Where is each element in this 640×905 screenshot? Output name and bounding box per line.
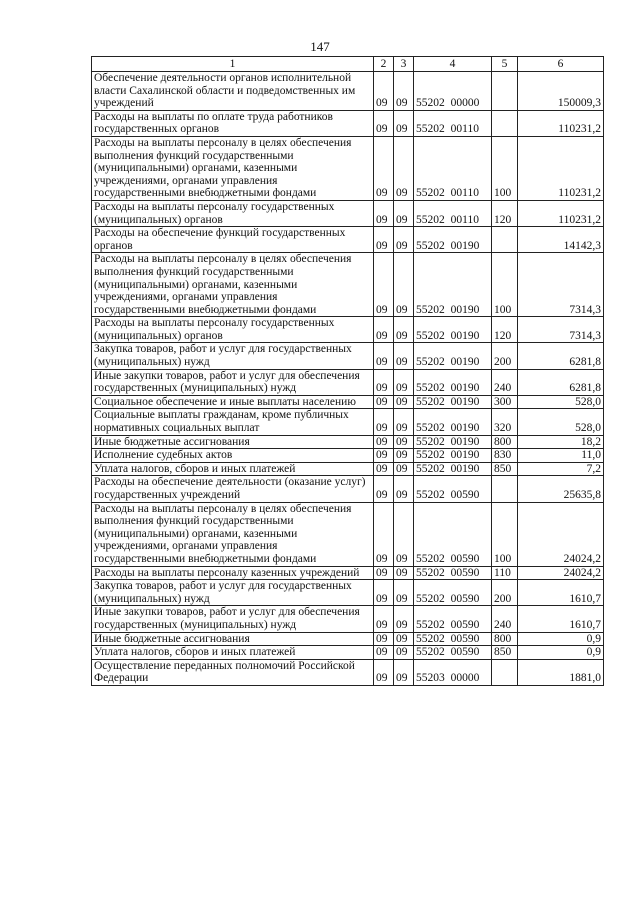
row-expense-type-cell bbox=[492, 227, 518, 253]
row-expense-type-cell: 300 bbox=[492, 395, 518, 409]
row-amount-cell: 14142,3 bbox=[518, 227, 604, 253]
table-row bbox=[92, 369, 604, 395]
row-expense-type-cell: 200 bbox=[492, 343, 518, 369]
row-subsection-cell: 09 bbox=[394, 449, 414, 463]
row-amount-cell: 0,9 bbox=[518, 632, 604, 646]
table-row bbox=[92, 659, 604, 685]
row-expense-type-cell: 100 bbox=[492, 136, 518, 200]
row-expense-type-cell: 120 bbox=[492, 200, 518, 226]
table-row bbox=[92, 136, 604, 200]
table-row bbox=[92, 435, 604, 449]
row-expense-type-cell: 320 bbox=[492, 409, 518, 435]
row-subsection-cell: 09 bbox=[394, 253, 414, 317]
row-section-cell: 09 bbox=[374, 110, 394, 136]
row-expense-type-cell: 200 bbox=[492, 580, 518, 606]
row-name-cell: Закупка товаров, работ и услуг для государственных (муниципальных) нужд bbox=[92, 580, 374, 606]
row-target-article-cell: 55202 00190 bbox=[414, 253, 492, 317]
row-subsection-cell: 09 bbox=[394, 659, 414, 685]
row-section-cell: 09 bbox=[374, 449, 394, 463]
table-row bbox=[92, 502, 604, 566]
row-expense-type-cell: 240 bbox=[492, 606, 518, 632]
row-section-cell: 09 bbox=[374, 476, 394, 502]
row-name-cell: Социальное обеспечение и иные выплаты населению bbox=[92, 395, 374, 409]
row-subsection-cell: 09 bbox=[394, 646, 414, 660]
table-row bbox=[92, 606, 604, 632]
column-header-expense-type: 5 bbox=[492, 57, 518, 72]
row-subsection-cell: 09 bbox=[394, 502, 414, 566]
row-expense-type-cell: 830 bbox=[492, 449, 518, 463]
row-name-cell: Расходы на выплаты по оплате труда работников государственных органов bbox=[92, 110, 374, 136]
row-amount-cell: 0,9 bbox=[518, 646, 604, 660]
row-amount-cell: 7314,3 bbox=[518, 253, 604, 317]
row-amount-cell: 1881,0 bbox=[518, 659, 604, 685]
table-row bbox=[92, 343, 604, 369]
table-row bbox=[92, 110, 604, 136]
row-name-cell: Иные закупки товаров, работ и услуг для обеспечения государственных (муниципальных) нужд bbox=[92, 369, 374, 395]
row-amount-cell: 6281,8 bbox=[518, 369, 604, 395]
row-name-cell: Исполнение судебных актов bbox=[92, 449, 374, 463]
row-name-cell: Иные бюджетные ассигнования bbox=[92, 632, 374, 646]
row-amount-cell: 7,2 bbox=[518, 462, 604, 476]
row-subsection-cell: 09 bbox=[394, 462, 414, 476]
column-header-target-article: 4 bbox=[414, 57, 492, 72]
row-target-article-cell: 55202 00590 bbox=[414, 566, 492, 580]
row-expense-type-cell: 100 bbox=[492, 253, 518, 317]
row-target-article-cell: 55202 00590 bbox=[414, 646, 492, 660]
row-expense-type-cell: 800 bbox=[492, 435, 518, 449]
row-amount-cell: 25635,8 bbox=[518, 476, 604, 502]
row-subsection-cell: 09 bbox=[394, 632, 414, 646]
row-section-cell: 09 bbox=[374, 317, 394, 343]
row-target-article-cell: 55202 00190 bbox=[414, 462, 492, 476]
row-amount-cell: 7314,3 bbox=[518, 317, 604, 343]
row-subsection-cell: 09 bbox=[394, 343, 414, 369]
row-name-cell: Иные бюджетные ассигнования bbox=[92, 435, 374, 449]
row-section-cell: 09 bbox=[374, 200, 394, 226]
row-target-article-cell: 55202 00190 bbox=[414, 395, 492, 409]
row-expense-type-cell: 240 bbox=[492, 369, 518, 395]
row-section-cell: 09 bbox=[374, 409, 394, 435]
table-row bbox=[92, 462, 604, 476]
row-expense-type-cell bbox=[492, 72, 518, 111]
column-header-amount: 6 bbox=[518, 57, 604, 72]
row-subsection-cell: 09 bbox=[394, 200, 414, 226]
row-name-cell: Расходы на выплаты персоналу в целях обеспечения выполнения функций государственными (муниципальными) органами, казенными учреждениями, органами управления государственными внебюджетными фондами bbox=[92, 253, 374, 317]
row-section-cell: 09 bbox=[374, 369, 394, 395]
row-target-article-cell: 55202 00190 bbox=[414, 369, 492, 395]
row-target-article-cell: 55203 00000 bbox=[414, 659, 492, 685]
row-amount-cell: 110231,2 bbox=[518, 136, 604, 200]
row-target-article-cell: 55202 00590 bbox=[414, 580, 492, 606]
row-target-article-cell: 55202 00110 bbox=[414, 200, 492, 226]
row-name-cell: Социальные выплаты гражданам, кроме публичных нормативных социальных выплат bbox=[92, 409, 374, 435]
row-expense-type-cell: 120 bbox=[492, 317, 518, 343]
table-row bbox=[92, 409, 604, 435]
row-target-article-cell: 55202 00110 bbox=[414, 136, 492, 200]
row-expense-type-cell: 800 bbox=[492, 632, 518, 646]
row-target-article-cell: 55202 00590 bbox=[414, 606, 492, 632]
row-target-article-cell: 55202 00190 bbox=[414, 435, 492, 449]
row-expense-type-cell: 850 bbox=[492, 646, 518, 660]
row-expense-type-cell bbox=[492, 476, 518, 502]
row-section-cell: 09 bbox=[374, 580, 394, 606]
row-section-cell: 09 bbox=[374, 253, 394, 317]
row-target-article-cell: 55202 00190 bbox=[414, 227, 492, 253]
row-subsection-cell: 09 bbox=[394, 395, 414, 409]
row-target-article-cell: 55202 00000 bbox=[414, 72, 492, 111]
row-target-article-cell: 55202 00190 bbox=[414, 317, 492, 343]
row-target-article-cell: 55202 00110 bbox=[414, 110, 492, 136]
row-section-cell: 09 bbox=[374, 72, 394, 111]
row-name-cell: Расходы на выплаты персоналу в целях обеспечения выполнения функций государственными (муниципальными) органами, казенными учреждениями, органами управления государственными внебюджетными фондами bbox=[92, 136, 374, 200]
row-amount-cell: 6281,8 bbox=[518, 343, 604, 369]
row-expense-type-cell bbox=[492, 110, 518, 136]
row-section-cell: 09 bbox=[374, 632, 394, 646]
row-name-cell: Иные закупки товаров, работ и услуг для обеспечения государственных (муниципальных) нужд bbox=[92, 606, 374, 632]
row-expense-type-cell: 110 bbox=[492, 566, 518, 580]
row-subsection-cell: 09 bbox=[394, 435, 414, 449]
row-subsection-cell: 09 bbox=[394, 72, 414, 111]
row-expense-type-cell: 850 bbox=[492, 462, 518, 476]
row-section-cell: 09 bbox=[374, 227, 394, 253]
table-body bbox=[92, 72, 604, 686]
row-amount-cell: 1610,7 bbox=[518, 580, 604, 606]
row-subsection-cell: 09 bbox=[394, 136, 414, 200]
table-row bbox=[92, 395, 604, 409]
budget-table bbox=[91, 56, 604, 686]
row-section-cell: 09 bbox=[374, 435, 394, 449]
row-section-cell: 09 bbox=[374, 659, 394, 685]
row-subsection-cell: 09 bbox=[394, 110, 414, 136]
row-amount-cell: 24024,2 bbox=[518, 502, 604, 566]
row-name-cell: Расходы на обеспечение деятельности (оказание услуг) государственных учреждений bbox=[92, 476, 374, 502]
row-expense-type-cell: 100 bbox=[492, 502, 518, 566]
row-target-article-cell: 55202 00190 bbox=[414, 343, 492, 369]
row-name-cell: Уплата налогов, сборов и иных платежей bbox=[92, 462, 374, 476]
row-name-cell: Расходы на выплаты персоналу в целях обеспечения выполнения функций государственными (муниципальными) органами, казенными учреждениями, органами управления государственными внебюджетными фондами bbox=[92, 502, 374, 566]
table-row bbox=[92, 580, 604, 606]
table-row bbox=[92, 646, 604, 660]
row-section-cell: 09 bbox=[374, 502, 394, 566]
row-target-article-cell: 55202 00190 bbox=[414, 409, 492, 435]
row-section-cell: 09 bbox=[374, 136, 394, 200]
table-row bbox=[92, 253, 604, 317]
row-amount-cell: 110231,2 bbox=[518, 200, 604, 226]
row-name-cell: Осуществление переданных полномочий Российской Федерации bbox=[92, 659, 374, 685]
table-row bbox=[92, 449, 604, 463]
row-target-article-cell: 55202 00590 bbox=[414, 502, 492, 566]
table-row bbox=[92, 317, 604, 343]
column-header-subsection: 3 bbox=[394, 57, 414, 72]
row-amount-cell: 528,0 bbox=[518, 395, 604, 409]
row-amount-cell: 110231,2 bbox=[518, 110, 604, 136]
row-target-article-cell: 55202 00590 bbox=[414, 476, 492, 502]
row-amount-cell: 24024,2 bbox=[518, 566, 604, 580]
row-subsection-cell: 09 bbox=[394, 369, 414, 395]
page-number: 147 bbox=[310, 39, 330, 54]
row-expense-type-cell bbox=[492, 659, 518, 685]
row-target-article-cell: 55202 00590 bbox=[414, 632, 492, 646]
row-subsection-cell: 09 bbox=[394, 409, 414, 435]
column-header-section: 2 bbox=[374, 57, 394, 72]
row-amount-cell: 1610,7 bbox=[518, 606, 604, 632]
row-name-cell: Закупка товаров, работ и услуг для государственных (муниципальных) нужд bbox=[92, 343, 374, 369]
row-subsection-cell: 09 bbox=[394, 317, 414, 343]
row-section-cell: 09 bbox=[374, 343, 394, 369]
row-subsection-cell: 09 bbox=[394, 566, 414, 580]
table-row bbox=[92, 227, 604, 253]
row-section-cell: 09 bbox=[374, 395, 394, 409]
row-name-cell: Расходы на выплаты персоналу государственных (муниципальных) органов bbox=[92, 200, 374, 226]
table-row bbox=[92, 200, 604, 226]
row-amount-cell: 18,2 bbox=[518, 435, 604, 449]
row-section-cell: 09 bbox=[374, 646, 394, 660]
row-subsection-cell: 09 bbox=[394, 580, 414, 606]
table-header-row bbox=[92, 57, 604, 72]
row-name-cell: Расходы на выплаты персоналу государственных (муниципальных) органов bbox=[92, 317, 374, 343]
table-row bbox=[92, 72, 604, 111]
row-section-cell: 09 bbox=[374, 462, 394, 476]
row-name-cell: Обеспечение деятельности органов исполнительной власти Сахалинской области и подведомственных им учреждений bbox=[92, 72, 374, 111]
row-subsection-cell: 09 bbox=[394, 606, 414, 632]
table-row bbox=[92, 632, 604, 646]
row-section-cell: 09 bbox=[374, 566, 394, 580]
table-row bbox=[92, 566, 604, 580]
table-row bbox=[92, 476, 604, 502]
column-header-name: 1 bbox=[92, 57, 374, 72]
row-subsection-cell: 09 bbox=[394, 227, 414, 253]
row-amount-cell: 150009,3 bbox=[518, 72, 604, 111]
row-name-cell: Уплата налогов, сборов и иных платежей bbox=[92, 646, 374, 660]
row-target-article-cell: 55202 00190 bbox=[414, 449, 492, 463]
row-name-cell: Расходы на выплаты персоналу казенных учреждений bbox=[92, 566, 374, 580]
row-section-cell: 09 bbox=[374, 606, 394, 632]
row-name-cell: Расходы на обеспечение функций государственных органов bbox=[92, 227, 374, 253]
row-amount-cell: 528,0 bbox=[518, 409, 604, 435]
row-amount-cell: 11,0 bbox=[518, 449, 604, 463]
row-subsection-cell: 09 bbox=[394, 476, 414, 502]
